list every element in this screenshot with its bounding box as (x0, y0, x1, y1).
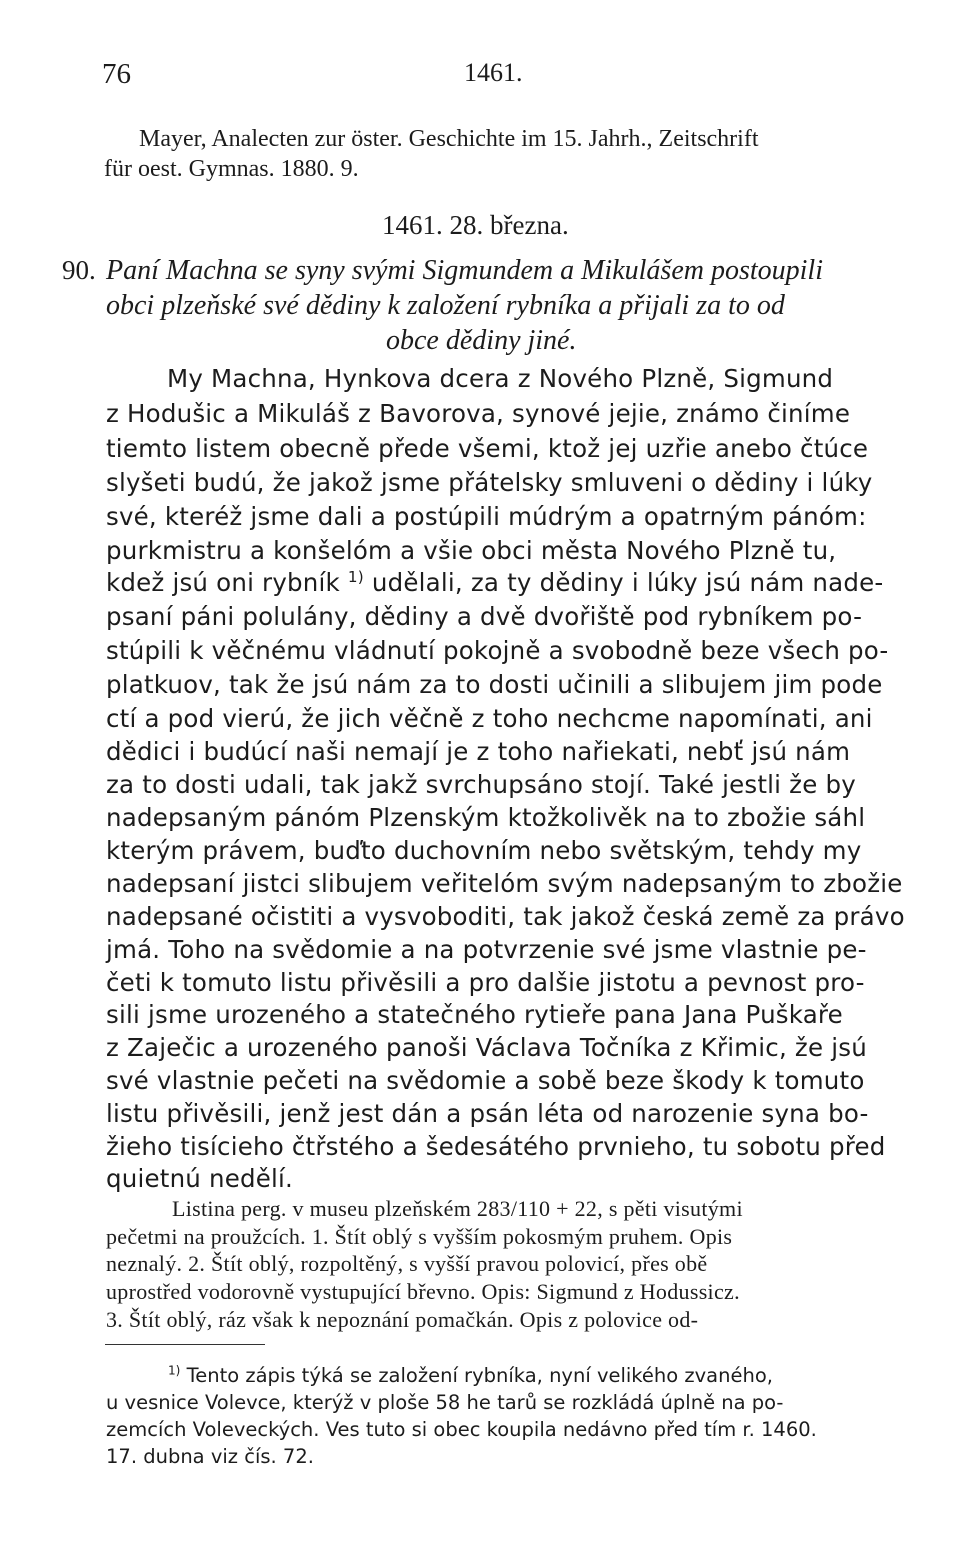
description-line: Listina perg. v museu plzeňském 283/110 + 22, s pěti visutými (172, 1196, 743, 1221)
body-line: za to dosti udali, tak jakž svrchupsáno stojí. Také jestli že by (106, 770, 856, 799)
footnote-text: Tento zápis týká se založení rybníka, nyní velikého zvaného, (186, 1364, 773, 1387)
body-line: listu přivěsili, jenž jest dán a psán léta od narozenie syna bo- (106, 1099, 869, 1128)
page-number: 76 (102, 58, 131, 90)
body-line: slyšeti budú, že jakož jsme přátelsky smluveni o dědiny i lúky (106, 468, 873, 497)
body-line: četi k tomuto listu přivěsili a pro dalšie jistotu a pevnost pro- (106, 968, 865, 997)
reference-line: für oest. Gymnas. 1880. 9. (104, 156, 359, 182)
body-line: My Machna, Hynkova dcera z Nového Plzně, Sigmund (167, 364, 834, 393)
entry-date: 1461. 28. března. (382, 210, 569, 240)
body-line: ctí a pod vierú, že jich věčně z toho nechcme napomínati, ani (106, 704, 873, 733)
body-line: stúpili k věčnému vládnutí pokojně a svobodně beze všech po- (106, 636, 889, 665)
reference-line: Mayer, Analecten zur öster. Geschichte im 15. Jahrh., Zeitschrift (139, 126, 759, 152)
body-line: nadepsané očistiti a vysvoboditi, tak jakož česká země za právo (106, 902, 905, 931)
body-line: žieho tisícieho čtřstého a šedesátého prvnieho, tu sobotu před (106, 1132, 886, 1161)
summary-line: obci plzeňské své dědiny k založení rybníka a přijali za to od (106, 290, 785, 321)
body-line: platkuov, tak že jsú nám za to dosti učinili a slibujem jim pode (106, 670, 883, 699)
body-line: z Hodušic a Mikuláš z Bavorova, synové jejie, známo činíme (106, 399, 851, 428)
body-line: purkmistru a konšelóm a všie obci města Nového Plzně tu, (106, 536, 837, 565)
summary-line: Paní Machna se syny svými Sigmundem a Mikulášem postoupili (106, 255, 823, 286)
running-header-year: 1461. (464, 58, 523, 87)
footnote-line: 17. dubna viz čís. 72. (106, 1445, 314, 1468)
body-line: jmá. Toho na svědomie a na potvrzenie své jsme vlastnie pe- (106, 935, 867, 964)
body-line-part: udělali, za ty dědiny i lúky jsú nám nade- (371, 568, 884, 597)
footnote-line: zemcích Voleveckých. Ves tuto si obec koupila nedávno před tím r. 1460. (106, 1418, 817, 1441)
description-line: 3. Štít oblý, ráz však k nepoznání pomačkán. Opis z polovice od- (106, 1307, 699, 1332)
description-line: neznalý. 2. Štít oblý, rozpoltěný, s vyšší pravou polovicí, přes obě (106, 1251, 708, 1276)
body-line: tiemto listem obecně přede všemi, ktož jej uzřie anebo čtúce (106, 434, 869, 463)
entry-number: 90. (62, 255, 96, 285)
body-line: quietnú nedělí. (106, 1164, 294, 1193)
body-line: sili jsme urozeného a statečného rytieře pana Jana Puškaře (106, 1000, 843, 1029)
body-line-with-footnote (106, 568, 883, 597)
footnote-separator (105, 1344, 265, 1345)
footnote-reference: 1) (347, 567, 364, 586)
body-line: své, kteréž jsme dali a postúpili múdrým a opatrným pánóm: (106, 502, 867, 531)
body-line: kterým právem, buďto duchovním nebo světským, tehdy my (106, 836, 862, 865)
body-line: dědici i budúcí naši nemají je z toho nařiekati, nebť jsú nám (106, 737, 851, 766)
body-line: nadepsaným pánóm Plzenským ktožkolivěk na to zbožie sáhl (106, 803, 866, 832)
body-line: psaní páni polulány, dědiny a dvě dvořiště pod rybníkem po- (106, 602, 863, 631)
summary-line: obce dědiny jiné. (386, 325, 577, 356)
description-line: uprostřed vodorovně vystupující břevno. Opis: Sigmund z Hodussicz. (106, 1279, 740, 1304)
footnote-marker: 1) (168, 1363, 181, 1378)
body-line: nadepsaní jistci slibujem veřitelóm svým nadepsaným to zbožie (106, 869, 903, 898)
footnote-line: u vesnice Volevce, kterýž v ploše 58 he tarů se rozkládá úplně na po- (106, 1391, 784, 1414)
body-line: své vlastnie pečeti na svědomie a sobě beze škody k tomuto (106, 1066, 865, 1095)
body-line: z Zaječic a urozeného panoši Václava Točníka z Křimic, že jsú (106, 1033, 867, 1062)
description-line: pečetmi na proužcích. 1. Štít oblý s vyšším pokosmým pruhem. Opis (106, 1224, 733, 1249)
footnote-line (168, 1364, 773, 1387)
body-line-part: kdež jsú oni rybník (106, 568, 340, 597)
